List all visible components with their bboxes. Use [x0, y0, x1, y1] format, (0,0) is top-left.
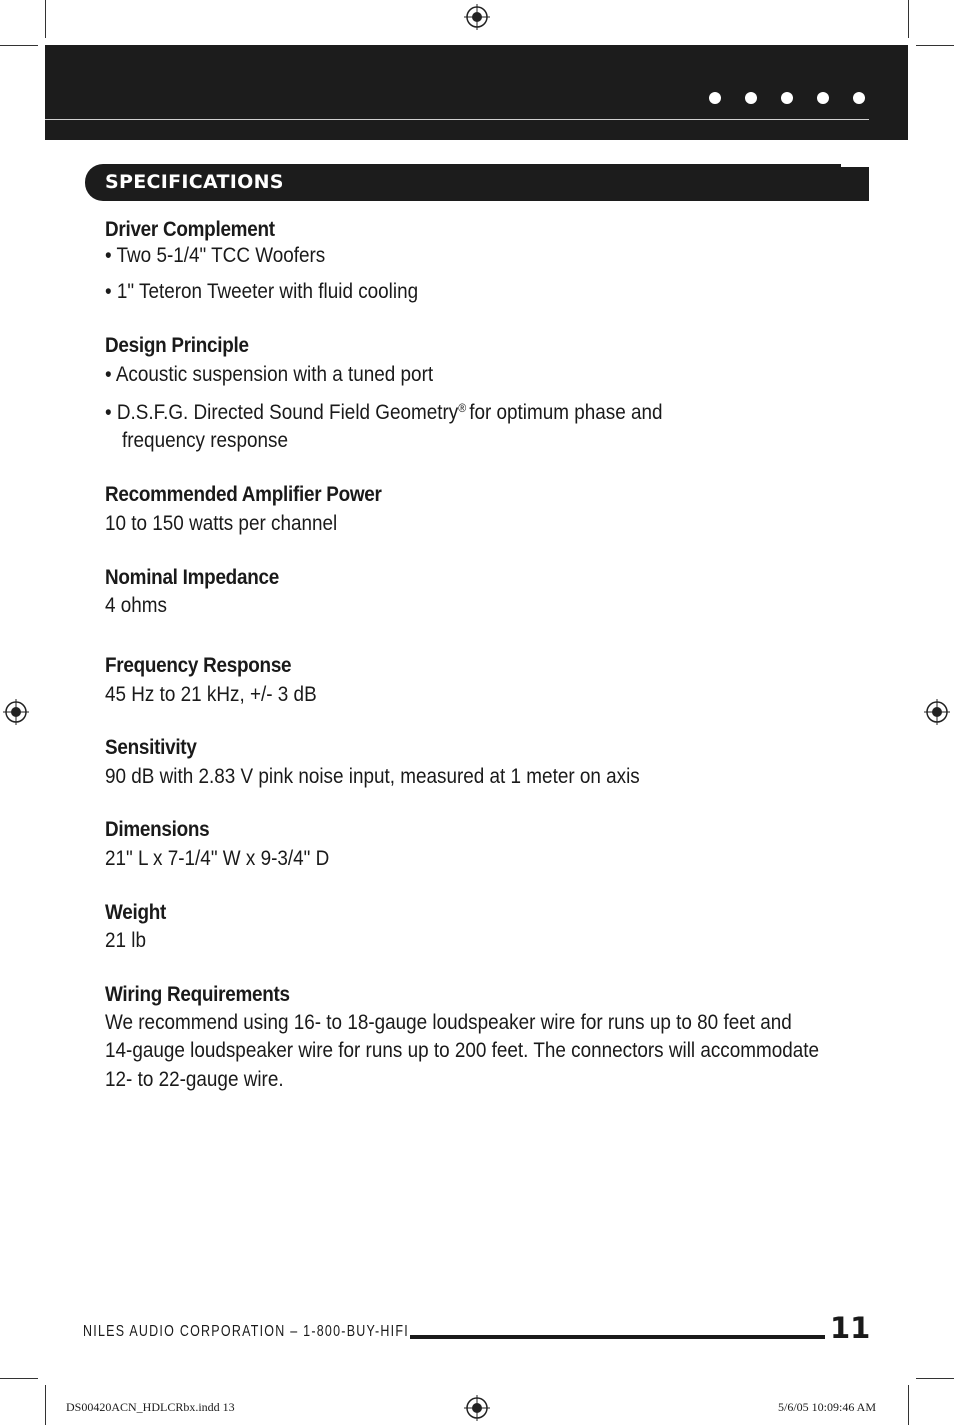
crop-mark-icon	[916, 1378, 954, 1379]
registration-mark-icon	[924, 699, 950, 725]
slug-timestamp: 5/6/05 10:09:46 AM	[778, 1400, 877, 1414]
registration-mark-icon	[464, 1395, 490, 1421]
spec-label-nominal-impedance: Nominal Impedance	[105, 566, 279, 589]
crop-mark-icon	[0, 45, 38, 46]
spec-line: frequency response	[122, 429, 289, 452]
slug-file: DS00420ACN_HDLCRbx.indd 13	[66, 1400, 235, 1414]
crop-mark-icon	[45, 0, 46, 38]
footer-rule	[410, 1335, 825, 1339]
registration-mark-icon	[464, 4, 490, 30]
bullet-dot-icon	[853, 92, 865, 104]
spec-line: 90 dB with 2.83 V pink noise input, measured at 1 meter on axis	[105, 765, 640, 788]
bullet-dot-icon	[781, 92, 793, 104]
bullet-dot-icon	[709, 92, 721, 104]
bullet-dot-icon	[745, 92, 757, 104]
spec-line: We recommend using 16- to 18-gauge loudspeaker wire for runs up to 80 feet and	[105, 1011, 792, 1034]
bullet-dot-icon	[817, 92, 829, 104]
spec-label-driver-complement: Driver Complement	[105, 218, 275, 241]
header-dots	[709, 92, 865, 104]
spec-label-dimensions: Dimensions	[105, 818, 210, 841]
crop-mark-icon	[908, 1385, 909, 1425]
spec-line: 14-gauge loudspeaker wire for runs up to 200 feet. The connectors will accommodate	[105, 1039, 820, 1062]
crop-mark-icon	[45, 1385, 46, 1425]
spec-line: 21 lb	[105, 929, 146, 952]
spec-line: • Two 5-1/4" TCC Woofers	[105, 244, 326, 267]
spec-label-weight: Weight	[105, 901, 167, 924]
spec-label-amplifier-power: Recommended Amplifier Power	[105, 483, 382, 506]
crop-mark-icon	[908, 0, 909, 38]
spec-line: 10 to 150 watts per channel	[105, 512, 338, 535]
footer-company: NILES AUDIO CORPORATION – 1-800-BUY-HIFI	[83, 1323, 409, 1340]
spec-line: • Acoustic suspension with a tuned port	[105, 363, 434, 386]
registration-mark-icon	[3, 699, 29, 725]
spec-line: 12- to 22-gauge wire.	[105, 1068, 284, 1091]
spec-line-dsfg: • D.S.F.G. Directed Sound Field Geometry® for optimum phase and	[105, 401, 663, 424]
spec-line: • 1" Teteron Tweeter with fluid cooling	[105, 280, 419, 303]
spec-label-wiring-requirements: Wiring Requirements	[105, 983, 290, 1006]
spec-line: 45 Hz to 21 kHz, +/- 3 dB	[105, 683, 317, 706]
spec-line: 21" L x 7-1/4" W x 9-3/4" D	[105, 847, 330, 870]
crop-mark-icon	[0, 1378, 38, 1379]
page-number: 11	[830, 1311, 871, 1345]
spec-label-design-principle: Design Principle	[105, 334, 249, 357]
header-rule	[45, 119, 869, 120]
section-title-bar	[85, 164, 869, 201]
section-title: SPECIFICATIONS	[105, 171, 284, 193]
spec-label-sensitivity: Sensitivity	[105, 736, 197, 759]
registered-mark: ®	[458, 401, 470, 415]
spec-line: 4 ohms	[105, 594, 167, 617]
spec-label-frequency-response: Frequency Response	[105, 654, 292, 677]
crop-mark-icon	[916, 45, 954, 46]
